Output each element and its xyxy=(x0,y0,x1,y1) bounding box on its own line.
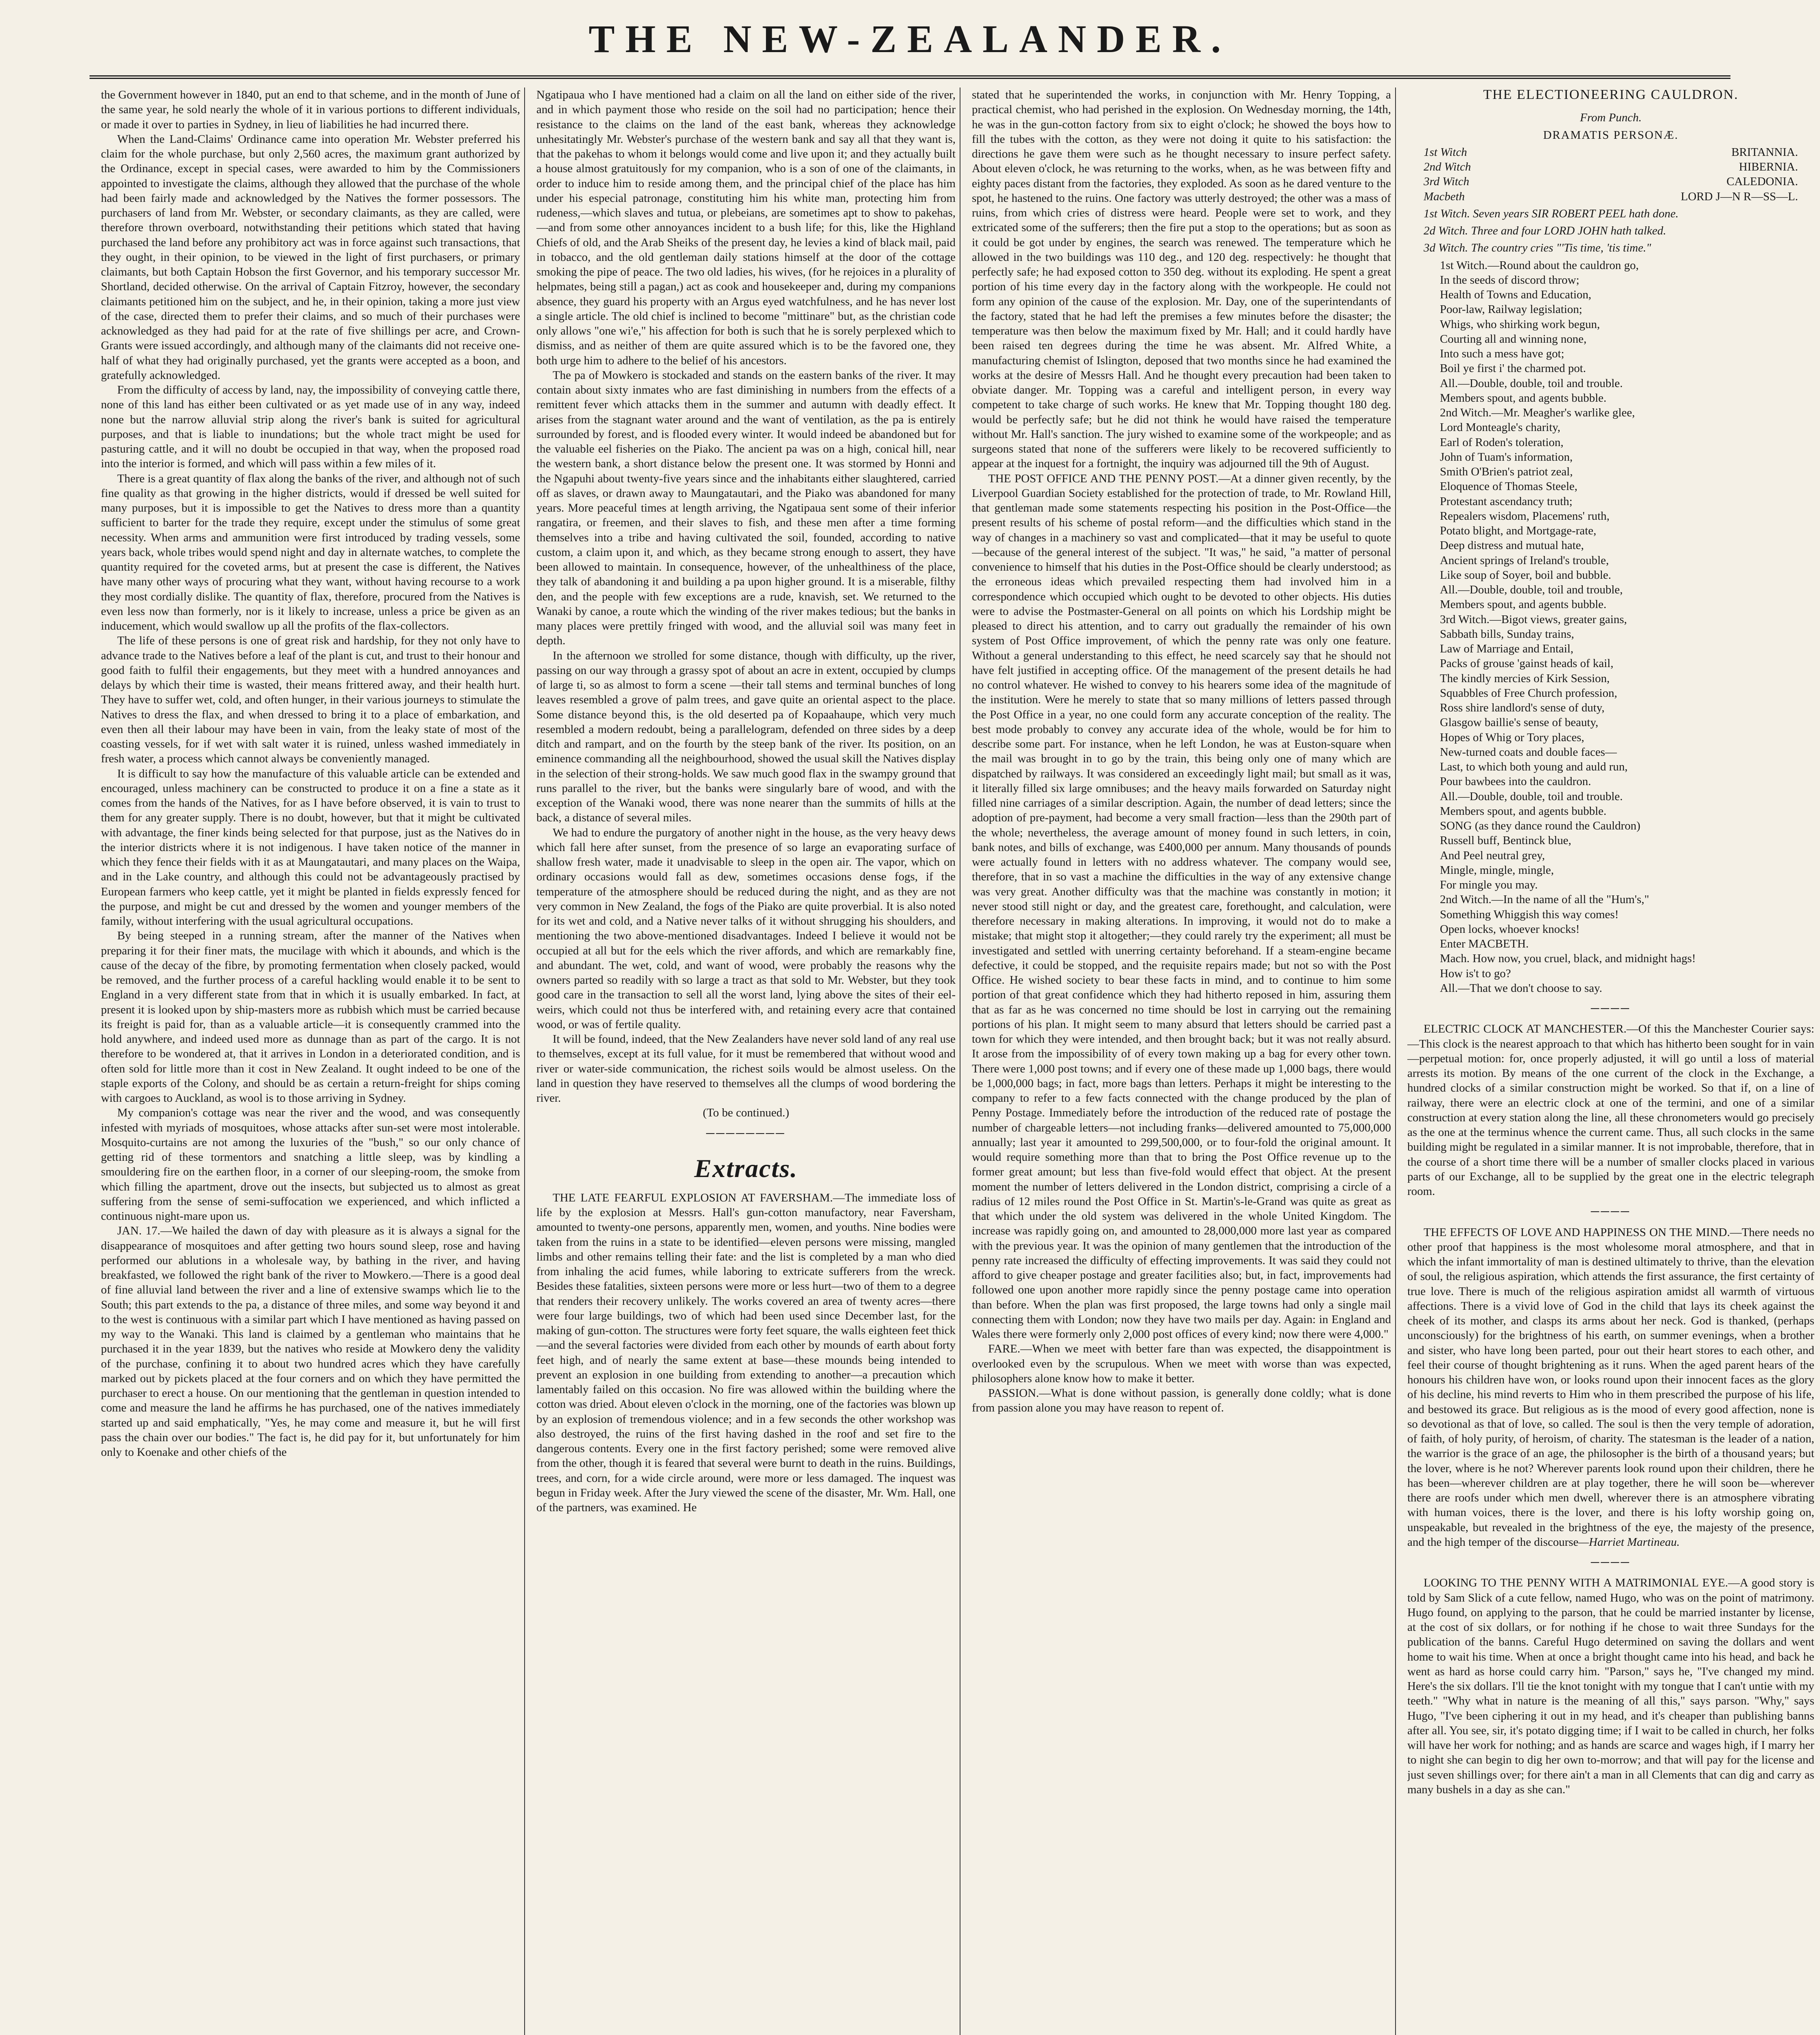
dramatis-person xyxy=(1407,174,1814,189)
poem-line: Earl of Roden's toleration, xyxy=(1440,435,1564,449)
poem-line: All.—Double, double, toil and trouble, xyxy=(1440,583,1623,596)
stage-line: 2d Witch. Three and four LORD JOHN hath talked. xyxy=(1424,224,1666,237)
poem-line: 2nd Witch.—In the name of all the "Hum's," xyxy=(1440,893,1649,906)
stage-line: 3d Witch. The country cries "'Tis time, 'tis time." xyxy=(1424,241,1652,255)
section-divider: ──────── xyxy=(706,1127,786,1140)
article-paragraph: It will be found, indeed, that the New Zealanders have never sold land of any real use to themselves, except at its full value, for it must be remembered that without wood and river or water-side communication, the richest soils would be almost useless. On the land in question they have reserved to themselves all the clumps of wood bordering the river. xyxy=(536,1033,956,1105)
poem-line: Russell buff, Bentinck blue, xyxy=(1440,834,1571,847)
poem-line: Law of Marriage and Entail, xyxy=(1440,642,1574,655)
poem-line: 3rd Witch.—Bigot views, greater gains, xyxy=(1440,613,1627,626)
section-divider: ──── xyxy=(1591,1205,1631,1219)
poem-line: Something Whiggish this way comes! xyxy=(1440,908,1619,921)
column-rule xyxy=(524,88,525,2035)
poem-line: In the seeds of discord throw; xyxy=(1440,273,1579,287)
poem-line: Lord Monteagle's charity, xyxy=(1440,421,1561,434)
article-title: THE LATE FEARFUL EXPLOSION AT FAVERSHAM. xyxy=(553,1191,833,1204)
poem-line: Protestant ascendancy truth; xyxy=(1440,495,1573,508)
stage-line: 1st Witch. Seven years SIR ROBERT PEEL hath done. xyxy=(1424,207,1679,220)
poem-line: Into such a mess have got; xyxy=(1440,347,1564,360)
article-title: THE EFFECTS OF LOVE AND HAPPINESS ON THE MIND. xyxy=(1424,1225,1730,1239)
poem-line: How is't to go? xyxy=(1440,967,1511,980)
article-paragraph: We had to endure the purgatory of another night in the house, as the very heavy dews which fall here after sunset, from the presence of so large an evaporating surface of shallow fresh water, made it unadvisable to sleep in the open air. The vapor, which on ordinary occasions would fall as dew, sometimes occasions dense fogs, if the temperature of the atmosphere should be reduced during the night, and as they are not very common in New Zealand, the fogs of the Piako are quite proverbial. It is also noted for its wet and cold, and a Native never talks of it without shrugging his shoulders, and mentioning the two above-mentioned disadvantages. Indeed I believe it would not be occupied at all but for the eels which the river affords, and which are remarkably fine, and abundant. The wet, cold, and want of wood, were probably the reasons why the owners parted so readily with so large a tract as that sold to Mr. Webster, but they took good care in the transaction to sell all the worst land, lying above the sites of their eel-weirs, which could not thus be interfered with, and retaining every acre that contained wood, or was of fertile quality. xyxy=(536,826,956,1031)
poem-line: Deep distress and mutual hate, xyxy=(1440,539,1584,552)
poem-line: Enter MACBETH. xyxy=(1440,937,1529,950)
article-text: —There needs no other proof that happiness is the most wholesome moral atmosphere, and that in which the infant immortality of man is destined ultimately to thrive, than the elevation of soul, the religious aspiration, which attends the first assurance, the first certainty of true love. There is much of the religious aspiration amidst all warmth of virtuous affections. There is a vivid love of God in the child that lays its cheek against the cheek of its mother, and clasps its arms about her neck. God is thanked, (perhaps unconsciously) for the brightness of his earth, on summer evenings, when a brother and sister, who have long been parted, pour out their heart stores to each other, and feel their course of thought brightening as it runs. When the aged parent hears of the honours his children have won, or looks round upon their innocent faces as the glory of his decline, his mind reverts to Him who in them prescribed the purpose of his life, and bestowed its grace. But religious as is the mood of every good affection, none is so devotional as that of love, so called. The soul is then the very temple of adoration, of faith, of holy purity, of heroism, of charity. The statesman is the leader of a nation, the warrior is the grace of an age, the philosopher is the birth of a thousand years; but the lover, where is he not? Wherever parents look round upon their children, there he has been—wherever children are at play together, there he will soon be—wherever there are roofs under which men dwell, wherever there is an atmosphere vibrating with human voices, there is the lover, and there is his lofty worship going on, unspeakable, but revealed in the brightness of the eye, the majesty of the presence, and the high temper of the discourse xyxy=(1407,1225,1814,1549)
article-paragraph: When the Land-Claims' Ordinance came into operation Mr. Webster preferred his claim for the whole purchase, but only 2,560 acres, the maximum grant authorized by the Ordinance, except in special cases, were awarded to him by the Commissioners appointed to investigate the claims, although they allowed that the purchase of the whole had been fairly made and acknowledged by the Natives the former possessors. The purchasers of land from Mr. Webster, or secondary claimants, as they are called, were therefore thrown overboard, notwithstanding their petitions which stated that having purchased the land before any prohibitory act was in force against such transactions, that they ought, in their opinion, to be viewed in the light of first purchasers, or primary claimants, but both Captain Hobson the first Governor, and his temporary successor Mr. Shortland, decided otherwise. On the arrival of Captain Fitzroy, however, the secondary claimants petitioned him on the subject, and he, in their opinion, taking a more just view of the case, directed them to prefer their claims, and so much of their purchases were acknowledged as they had paid for at the rate of five shillings per acre, and Crown-Grants were issued accordingly, and although many of the claimants did not receive one-half of what they had originally purchased, yet the grants were accepted as a boon, and gratefully acknowledged. xyxy=(101,132,520,382)
poem-line: All.—Double, double, toil and trouble. xyxy=(1440,790,1623,803)
person-name: CALEDONIA. xyxy=(1726,175,1798,188)
poem-line: Health of Towns and Education, xyxy=(1440,288,1592,301)
column-2 xyxy=(536,88,956,2035)
poem-line: Potato blight, and Mortgage-rate, xyxy=(1440,524,1597,537)
poem-line: The kindly mercies of Kirk Session, xyxy=(1440,672,1610,685)
person-name: BRITANNIA. xyxy=(1731,145,1798,159)
article-text: —The immediate loss of life by the explosion at Messrs. Hall's gun-cotton manufactory, near Faversham, amounted to twenty-one persons, apparently men, women, and youths. Nine bodies were taken from the ruins in a state to be identified—eleven persons were missing, mangled limbs and other remains telling their fate: and the list is completed by a man who died from inhaling the acid fumes, while laboring to extricate sufferers from the wreck. Besides these fatalities, sixteen persons were more or less hurt—two of them to a degree that renders their recovery unlikely. The works covered an area of twenty acres—there were four large buildings, two of which had been used since December last, for the making of gun-cotton. The structures were forty feet square, the walls eighteen feet thick—and the several factories were divided from each other by mounds of earth about forty feet high, and of nearly the same extent at base—these mounds being intended to prevent an explosion in one building from extending to another—a precaution which lamentably failed on this occasion. No fire was allowed within the building where the cotton was dried. About eleven o'clock in the morning, one of the factories was blown up by an explosion of tremendous violence; and in a few seconds the other workshop was also destroyed, the ruins of the first having dashed in the roof and set fire to the dangerous contents. Every one in the first factory perished; some were removed alive from the other, though it is feared that several were burnt to death in the ruins. Buildings, trees, and corn, for a wide circle around, were more or less damaged. The inquest was begun in Friday week. After the Jury viewed the scene of the disaster, Mr. Wm. Hall, one of the partners, was examined. He xyxy=(536,1191,956,1514)
article-text: —At a dinner given recently, by the Liverpool Guardian Society established for the protection of trade, to Mr. Rowland Hill, that gentleman made some statements respecting his position in the Post-Office—the present results of his scheme of postal reform—and the difficulties which stand in the way of changes in a machinery so vast and complicated—that it may be useful to quote—because of the general interest of the subject. "It was," he said, "a matter of personal convenience to himself that his duties in the Post-Office should be clearly understood; as the erroneous ideas which prevailed respecting them had involved him in a correspondence which occupied which ought to be devoted to other objects. His duties were to advise the Postmaster-General on all points on which his Lordship might be pleased to direct his attention, and to carry out gradually the remainder of his own system of Post Office improvement, of which the penny rate was only one feature. Without a general understanding to this effect, he need scarcely say that he should not have felt justified in accepting office. Of the management of the present details he had no control whatever. He wished to convey to his hearers some idea of the magnitude of the institution. Were he merely to state that so many millions of letters passed through the Post Office in a year, no one could form any accurate conception of the reality. The best mode probably to convey any accurate idea of the whole, would be for him to describe some part. For instance, when he left London, he was at Euston-square when the mail was brought in to go by the train, this being only one of many which are dispatched by railways. It was considered an exceedingly light mail; but small as it was, it literally filled six large omnibuses; and the heavy mails forwarded on Saturday night filled nine carriages of a similar description. Again, the number of dead letters; since the adoption of pre-payment, had become a very small fraction—less than the 290th part of the whole; nevertheless, the average amount of money found in such letters, in coin, bank notes, and bills of exchange, was £400,000 per annum. Many thousands of pounds were actually found in letters with no address whatever. The company would see, therefore, that in so vast a machine the difficulties in the way of any extensive change was very great. Another difficulty was that the machine was constantly in motion; it never stood still night or day, and the greatest care, forethought, and calculation, were therefore necessary in making alterations. In improving, it would not do to make a mistake; that might stop it altogether;—they could rarely try the experiment; all must be investigated and settled with unerring certainty beforehand. If a steam-engine became defective, it could be stopped, and the requisite repairs made; but not so with the Post Office. He wished society to bear these facts in mind, and to continue to him some portion of that great confidence which they had hitherto reposed in him, assuring them that as far as he was concerned no time should be lost in carrying out the remaining portions of his plan. It might seem to many absurd that letters should be carried past a town for which they were intended, and then brought back; but it was not really absurd. It arose from the impossibility of of every town making up a bag for every other town. There were 1,000 post towns; and if every one of these made up 1,000 bags, there would be 1,000,000 bags; in fact, more bags than letters. Perhaps it might be interesting to the company to refer to a few facts connected with the change produced by the plan of Penny Postage. Immediately before the introduction of the reduced rate of postage the number of chargeable letters—not including franks—delivered amounted to 75,000,000 annually; last year it amounted to 299,500,000, or to four-fold the original amount. It would require something more than that to bring the Post Office revenue up to the former great amount; but less than five-fold would effect that object. At the present moment the number of letters delivered in the London district, comprising a circle of a radius of 12 miles round the Post Office in St. Martin's-le-Grand was quite as great as that which under the old system was delivered in the whole United Kingdom. The increase was rapidly going on, and amounted to 28,000,000 more last year as compared with the previous year. It was the opinion of many gentlemen that the introduction of the penny rate increased the difficulty of effecting improvements. It was said they could not afford to give cheaper postage and greater facilities also; but, in fact, improvements had followed one upon another more rapidly since the penny postage came into operation than before. When the plan was first proposed, the large towns had only a single mail connecting them with London; now they have two mails per day. Again: in England and Wales there were formerly only 2,000 post offices of every kind; now there were 4,000." xyxy=(972,472,1391,1341)
article-paragraph: stated that he superintended the works, in conjunction with Mr. Henry Topping, a practical chemist, who had perished in the explosion. On Wednesday morning, the 14th, he was in the gun-cotton factory from six to eight o'clock; he showed the boys how to fill the tubes with the cotton, as they were not doing it quite to his satisfaction: the directions he gave them were such as he thought necessary to insure perfect safety. About eleven o'clock, he was returning to the works, when, as he was between fifty and eighty paces distant from the factories, they exploded. As soon as he dared venture to the spot, he hastened to the ruins. One factory was utterly destroyed; the other was a mass of ruins, from which cries of distress were heard. People were set to work, and they extricated some of the sufferers; then the fire put a stop to the operations; but as soon as it could be got under by engines, the search was renewed. The temperature which he allowed in the two buildings was 110 deg., and 120 deg. respectively: he thought that perfectly safe; he had exposed cotton to 350 deg. without its exploding. He spent a great portion of his time every day in the factory along with the workpeople. He could not form any opinion of the cause of the explosion. Mr. Day, one of the superintendants of the factory, stated that he had left the premises a few minutes before the disaster; the temperature was then below the maximum fixed by Mr. Hall; and it could hardly have been raised ten degrees during the time he was absent. Mr. Alfred White, a manufacturing chemist of Islington, deposed that two months since he had examined the works at the desire of Messrs Hall. And he thought every precaution had been taken to obviate danger. Mr. Topping was a careful and intelligent person, in every way competent to take charge of such works. He knew that Mr. Topping thought 180 deg. would be perfectly safe; but he did not think he would have raised the temperature without Mr. Hall's sanction. The jury wished to examine some of the workpeople; and as surgeons stated that none of the sufferers were likely to be recovered sufficiently to appear at the inquest for a fortnight, the inquiry was adjourned till the 9th of August. xyxy=(972,88,1391,470)
poem-line: Squabbles of Free Church profession, xyxy=(1440,686,1617,700)
poem-line: Members spout, and agents bubble. xyxy=(1440,804,1607,818)
person-role: 1st Witch xyxy=(1424,145,1467,159)
poem-line: Hopes of Whig or Tory places, xyxy=(1440,731,1584,744)
masthead xyxy=(0,8,1820,69)
article-paragraph: JAN. 17.—We hailed the dawn of day with pleasure as it is always a signal for the disappearance of mosquitoes and after getting two hours sound sleep, rose and having performed our ablutions in a wholesale way, by bathing in the river, and having breakfasted, we followed the right bank of the river to Mowkero.—There is a good deal of fine alluvial land between the river and a line of extensive swamps which lie to the South; this part extends to the pa, a distance of three miles, and some way beyond it and to the west is continuous with a similar part which I have mentioned as having passed on my way to the Wanaki. This land is claimed by a gentleman who maintains that he purchased it in the year 1839, but the natives who reside at Mowkero deny the validity of the purchase, confining it to about two hundred acres which they have carefully marked out by pickets placed at the four corners and on which they have permitted the purchaser to erect a house. On our mentioning that the gentleman in question intended to come and measure the land he affirms he has purchased, one of the natives immediately started up and said emphatically, "Yes, he may come and measure it, but he will first pass the chain over our bodies." The fact is, he did pay for it, but unfortunately for him only to Koenake and other chiefs of the xyxy=(101,1224,520,1459)
poem-line: New-turned coats and double faces— xyxy=(1440,745,1617,759)
poem-line: Pour bawbees into the cauldron. xyxy=(1440,775,1591,788)
poem-line: For mingle you may. xyxy=(1440,878,1538,891)
article-paragraph: There is a great quantity of flax along the banks of the river, and although not of such fine quality as that growing in the higher districts, would if dressed be well suited for many purposes, but it is impossible to get the Natives to dress more than a quantity sufficient to barter for the trade they require, except under the stimulus of some great necessity. When arms and ammunition were first introduced by trading vessels, some years back, whole tribes would spend night and day in alternate watches, to complete the quantity required for the coveted arms, but at present the case is different, the Natives have many other ways of procuring what they want, without having recourse to a work they most cordially dislike. The quantity of flax, therefore, procured from the Natives is even less now than formerly, nor is it likely to increase, unless a price be given as an inducement, which would swallow up all the profits of the flax-collectors. xyxy=(101,472,520,632)
poem-title: THE ELECTIONEERING CAULDRON. xyxy=(1483,88,1739,102)
poem-line: Smith O'Brien's patriot zeal, xyxy=(1440,465,1573,478)
article-paragraph: The pa of Mowkero is stockaded and stands on the eastern banks of the river. It may contain about sixty inmates who are fast diminishing in numbers from the effects of a remittent fever which attacks them in the summer and autumn with deadly effect. It arises from the stagnant water around and the want of ventilation, as the pa is entirely surrounded by forest, and is flooded every winter. It would indeed be abandoned but for the valuable eel fisheries on the Piako. The ancient pa was on a high, conical hill, near the western bank, a short distance below the present one. It was stormed by Honni and the Ngapuhi about twenty-five years since and the inhabitants either slaughtered, carried off as slaves, or drawn away to Maungatautari, and the Piako was abandoned for many years. More peaceful times at length arriving, the Ngatipaua sent some of their inferior rangatira, or freemen, and their slaves to fish, and these men after a time forming themselves into a tribe and having cultivated the soil, founded, according to native custom, a claim upon it, and which, as they became strong enough to assert, they have been allowed to maintain. In consequence, however, of the unhealthiness of the place, they talk of abandoning it and building a pa upon higher ground. It is a miserable, filthy den, and the people with few exceptions are a rude, knavish, set. We returned to the Wanaki by canoe, a route which the winding of the river makes tedious; but the banks in many places were prettily fringed with wood, and the alluvial soil was many feet in depth. xyxy=(536,368,956,648)
poem-line: SONG (as they dance round the Cauldron) xyxy=(1440,819,1641,832)
article-text: —Of this the Manchester Courier says:—This clock is the nearest approach to that which has hitherto been sought for in vain—perpetual motion: for, once properly adjusted, it will go until a loss of material arrests its motion. By means of the one current of the clock in the Exchange, a hundred clocks of a similar construction might be worked. So that if, on a line of railway, there were an electric clock at one of the termini, and one of a similar construction at every station along the line, all these chronometers would go precisely as the one at the terminus whence the current came. Thus, all such clocks in the same building might be regulated in a similar manner. It is not improbable, therefore, that in the course of a short time there will be a number of smaller clocks placed in various parts of our Exchange, all to be supplied by the great one in the electric telegraph room. xyxy=(1407,1022,1814,1198)
poem-line: Repealers wisdom, Placemens' ruth, xyxy=(1440,509,1610,523)
poem-line: John of Tuam's information, xyxy=(1440,450,1573,464)
masthead-rule xyxy=(90,75,1730,79)
article-paragraph: The life of these persons is one of great risk and hardship, for they not only have to advance trade to the Natives before a leaf of the plant is cut, and trust to their honour and good faith to fulfil their engagements, but they meet with a hundred annoyances and delays by which their time is wasted, their means frittered away, and their health hurt. They have to suffer wet, cold, and often hunger, in their various journeys to stimulate the Natives to dress the flax, and when dressed to bring it to a place of embarkation, and even then all their labour may have been in vain, from the leaky state of most of the coasting vessels, for if wet with salt water it is ruined, unless washed immediately in fresh water, a process which cannot always be conveniently managed. xyxy=(101,634,520,766)
poem-line: Members spout, and agents bubble. xyxy=(1440,598,1607,611)
poem-line: 2nd Witch.—Mr. Meagher's warlike glee, xyxy=(1440,406,1635,419)
poem-line: Mach. How now, you cruel, black, and midnight hags! xyxy=(1440,952,1696,965)
article-paragraph: PASSION.—What is done without passion, is generally done coldly; what is done from passion alone you may have reason to repent of. xyxy=(972,1387,1391,1415)
person-role: Macbeth xyxy=(1424,190,1465,203)
person-role: 3rd Witch xyxy=(1424,175,1470,188)
newspaper-title: THE NEW-ZEALANDER. xyxy=(588,17,1232,61)
poem-line: Last, to which both young and auld run, xyxy=(1440,760,1628,773)
article-paragraph: Ngatipaua who I have mentioned had a claim on all the land on either side of the river, and in which payment those who reside on the soil had no participation; hence their resistance to the claims on the land of the east bank, whereas they acknowledge unhesitatingly Mr. Webster's purchase of the western bank and say all that they want is, that the pakehas to whom it belongs would come and live upon it; and they actually built a house almost gratuitously for my companion, who is a son of one of the claimants, in order to induce him to reside among them, and the principal chief of the place has him under his especial patronage, constituting him his white man, protecting him from rudeness,—which slaves and tutua, or plebeians, are sometimes apt to show to pakehas,—and from some other annoyances incident to a bush life; for this, like the Highland Chiefs of old, and the Arab Sheiks of the present day, he levies a kind of black mail, paid in tobacco, and the old gentleman daily stations himself at the door of the cottage smoking the pipe of peace. The two old ladies, his wives, (for he rejoices in a plurality of helpmates, being still a pagan,) act as cook and housekeeper and, during my companions absence, they guard his property with an Argus eyed watchfulness, and he has never lost a single article. The old chief is inclined to become "mittinare" but, as the christian code only allows "one wi'e," his affection for both is such that he is sorely perplexed which to dismiss, and as neither of them are quite assured which is to be the favored one, they both urge him to adhere to the belief of his ancestors. xyxy=(536,88,956,367)
poem-line: Packs of grouse 'gainst heads of kail, xyxy=(1440,657,1614,670)
poem-line: Whigs, who shirking work begun, xyxy=(1440,317,1600,331)
article-paragraph: By being steeped in a running stream, after the manner of the Natives when preparing it for their finer mats, the mucilage with which it abounds, and which is the cause of the decay of the fibre, by promoting fermentation when closely packed, would be removed, and the further process of a careful hackling would enable it to be sent to England in a very different state from that in which it is usually embarked. In fact, at present it is looked upon by ship-masters more as rubbish which must be carried because its freight is paid for, than as a valuable article—it is consequently crammed into the hold anywhere, and indeed used more as dunnage than as part of the cargo. It is not therefore to be wondered at, that it arrives in London in a deteriorated condition, and is often sold for little more than it cost in New Zealand. It ought indeed to be one of the staple exports of the Colony, and should be as certain a return-freight for ships coming with cargoes to Auckland, as wool is to those arriving in Sydney. xyxy=(101,929,520,1105)
column-3 xyxy=(972,88,1391,2035)
extracts-heading: Extracts. xyxy=(694,1153,798,1183)
poem-line: All.—Double, double, toil and trouble. xyxy=(1440,376,1623,390)
poem-line: 1st Witch.—Round about the cauldron go, xyxy=(1440,258,1639,272)
poem-line: Open locks, whoever knocks! xyxy=(1440,922,1580,936)
dramatis-person xyxy=(1407,160,1814,174)
dramatis-personae-label: DRAMATIS PERSONÆ. xyxy=(1543,128,1679,142)
column-1 xyxy=(101,88,520,2035)
column-4 xyxy=(1407,88,1814,2035)
person-name: LORD J—N R—SS—L. xyxy=(1680,190,1798,203)
article-paragraph: the Government however in 1840, put an end to that scheme, and in the month of June of the same year, he sold nearly the whole of it in various portions to different individuals, or made it over to parties in Sydney, in lieu of liabilities he had incurred there. xyxy=(101,88,520,131)
article-title: THE POST OFFICE AND THE PENNY POST. xyxy=(988,472,1219,485)
poem-line: Members spout, and agents bubble. xyxy=(1440,391,1607,405)
article-title: LOOKING TO THE PENNY WITH A MATRIMONIAL EYE. xyxy=(1424,1576,1728,1590)
poem-line: Eloquence of Thomas Steele, xyxy=(1440,480,1578,493)
poem-line: Ancient springs of Ireland's trouble, xyxy=(1440,554,1609,567)
poem-line: Sabbath bills, Sunday trains, xyxy=(1440,627,1574,641)
dramatis-person xyxy=(1407,145,1814,160)
section-divider: ──── xyxy=(1591,1002,1631,1015)
poem-source: From Punch. xyxy=(1580,111,1642,125)
poem-line: Ross shire landlord's sense of duty, xyxy=(1440,701,1605,714)
article-paragraph: From the difficulty of access by land, nay, the impossibility of conveying cattle there, none of this land has either been cultivated or as yet made use of in any way, indeed none but the narrow alluvial strip along the river's bank is suited for agricultural purposes, and that is liable to inundations; but the whole tract might be used for pasturing cattle, and it will no doubt be occupied in that way, when the proposed road into the interior is formed, and which will pass within a few miles of it. xyxy=(101,383,520,470)
poem-line: Like soup of Soyer, boil and bubble. xyxy=(1440,568,1611,582)
poem-line: And Peel neutral grey, xyxy=(1440,849,1545,862)
article-paragraph: FARE.—When we meet with better fare than was expected, the disappointment is overlooked even by the scrupulous. When we meet with worse than was expected, philosophers alone know how to make it better. xyxy=(972,1342,1391,1385)
column-rule xyxy=(1395,88,1396,2035)
article-title: ELECTRIC CLOCK AT MANCHESTER. xyxy=(1424,1022,1627,1036)
poem-line: Poor-law, Railway legislation; xyxy=(1440,303,1582,316)
poem-line: All.—That we don't choose to say. xyxy=(1440,981,1602,995)
poem-line: Boil ye first i' the charmed pot. xyxy=(1440,362,1586,375)
dramatis-person xyxy=(1407,189,1814,204)
article-paragraph: It is difficult to say how the manufacture of this valuable article can be extended and encouraged, unless machinery can be constructed to produce it on a fine a state as it comes from the hands of the Natives, for as I have before observed, it is vain to trust to them for any greater supply. There is no doubt, however, but that it might be cultivated with advantage, the finer kinds being selected for that purpose, just as the Natives do in the interior districts where it is not indigenous. I have taken notice of the manner in which they fence their fields with it as at Maungatautari, and many places on the Waipa, and in the Lake country, and although this could not be advantageously practised by European farmers who keep cattle, yet it might be planted in fields expressly fenced for the purpose, and might be cut and dressed by the women and younger members of the family, without interfering with the usual agricultural occupations. xyxy=(101,767,520,928)
section-divider: ──── xyxy=(1591,1556,1631,1569)
article-paragraph: My companion's cottage was near the river and the wood, and was consequently infested with myriads of mosquitoes, whose attacks after sun-set were most intolerable. Mosquito-curtains are not among the luxuries of the "bush," so our only chance of getting rid of these tormentors and snatching a little sleep, was by kindling a smouldering fire on the earthen floor, in a corner of our sleeping-room, the smoke from which filling the apartment, drove out the insects, but subjected us to almost as great suffering from the sense of semi-suffocation we experienced, and which inflicted a continuous night-mare upon us. xyxy=(101,1106,520,1223)
continued-note: (To be continued.) xyxy=(702,1106,790,1120)
poem-line: Glasgow baillie's sense of beauty, xyxy=(1440,716,1599,729)
article-paragraph: In the afternoon we strolled for some distance, though with difficulty, up the river, passing on our way through a grassy spot of about an acre in extent, occupied by clumps of large ti, so as almost to form a scene —their tall stems and terminal bunches of long leaves resembled a grove of palm trees, and gave quite an oriental aspect to the place. Some distance beyond this, is the old deserted pa of Kopaahaupe, which very much resembled a modern redoubt, being a parallelogram, defended on three sides by a deep ditch and rampart, and on the fourth by the steep bank of the river. Its position, on an eminence commanding all the neighbourhood, showed the usual skill the Natives display in the selection of their strong-holds. We saw much good flax in the swampy ground that runs parallel to the river, but the banks were singularly bare of wood, and with the exception of the Wanaki wood, there was none nearer than the summits of hills at the back, a distance of several miles. xyxy=(536,649,956,825)
person-role: 2nd Witch xyxy=(1424,160,1471,173)
article-author: —Harriet Martineau. xyxy=(1578,1535,1680,1549)
poem-line: Courting all and winning none, xyxy=(1440,332,1587,346)
article-text: —A good story is told by Sam Slick of a cute fellow, named Hugo, who was on the point of matrimony. Hugo found, on applying to the parson, that he could be married instanter by license, at the cost of six dollars, or for nothing if he chose to wait three Sundays for the publication of the banns. Careful Hugo determined on saving the dollars and went home to wait his time. When at once a bright thought came into his head, and back he went as hard as horse could carry him. "Parson," says he, "I've changed my mind. Here's the six dollars. I'll tie the knot tonight with my tongue that I can't untie with my teeth." "Why what in nature is the meaning of all this," says parson. "Why," says Hugo, "I've been ciphering it out in my head, and it's cheaper than publishing banns after all. You see, sir, it's potato digging time; if I wait to be called in church, her folks will have her work for nothing; and as hands are scarce and wages high, if I marry her to night she can begin to dig her own to-morrow; and that will pay for the license and just seven shillings over; for there ain't a man in all Clements that can dig and carry as many bushels in a day as she can." xyxy=(1407,1576,1814,1796)
poem-line: Mingle, mingle, mingle, xyxy=(1440,863,1554,877)
person-name: HIBERNIA. xyxy=(1739,160,1798,173)
